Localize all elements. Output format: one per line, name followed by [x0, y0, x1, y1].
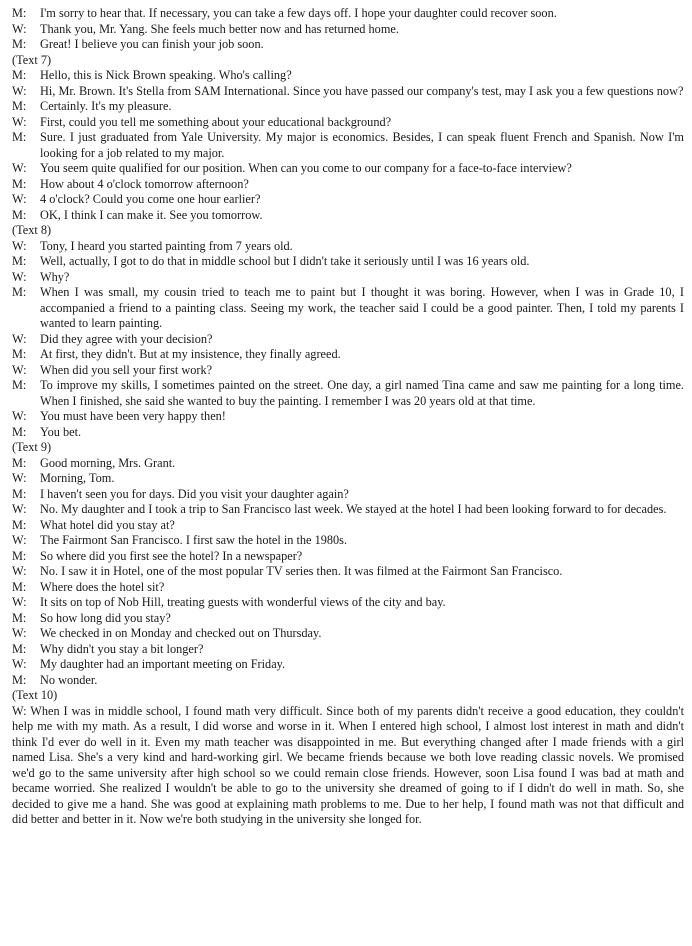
utterance-text: So how long did you stay? [40, 610, 171, 625]
speaker-label: M: [12, 6, 27, 20]
speaker-label: W: [12, 564, 27, 578]
dialogue-line [12, 177, 684, 193]
dialogue-line [12, 347, 684, 363]
utterance-text: You must have been very happy then! [40, 409, 226, 423]
speaker-label: M: [12, 130, 27, 144]
dialogue-line [12, 161, 684, 177]
utterance-text: Sure. I just graduated from Yale University. My major is economics. Besides, I can speak fluent French and Spanish. Now I'm looking for a job related to my major. [40, 130, 684, 160]
utterance-text: How about 4 o'clock tomorrow afternoon? [40, 176, 249, 191]
text-10-monologue [12, 704, 684, 828]
dialogue-line [12, 518, 684, 534]
utterance-text: No. I saw it in Hotel, one of the most popular TV series then. It was filmed at the Fairmont San Francisco. [40, 564, 563, 578]
utterance-text: You bet. [40, 424, 82, 439]
dialogue-line [12, 130, 684, 161]
dialogue-line [12, 37, 684, 53]
utterance-text: Thank you, Mr. Yang. She feels much better now and has returned home. [40, 21, 399, 36]
speaker-label: M: [12, 672, 27, 687]
dialogue-line [12, 270, 684, 286]
utterance-text: So where did you first see the hotel? In a newspaper? [40, 548, 303, 563]
dialogue-line [12, 363, 684, 379]
speaker-label: M: [12, 99, 27, 113]
utterance-text: Good morning, Mrs. Grant. [40, 455, 176, 470]
utterance-text: No. My daughter and I took a trip to San Francisco last week. We stayed at the hotel I had been looking forward to for decades. [40, 502, 667, 516]
dialogue-line [12, 6, 684, 22]
utterance-text: At first, they didn't. But at my insistence, they finally agreed. [40, 347, 341, 361]
section-heading: (Text 8) [12, 223, 52, 237]
speaker-label: W: [12, 238, 27, 253]
dialogue-line [12, 68, 684, 84]
speaker-label: M: [12, 610, 27, 625]
utterance-text: Tony, I heard you started painting from 7 years old. [40, 238, 293, 253]
dialogue-line [12, 487, 684, 503]
utterance-text: You seem quite qualified for our position. When can you come to our company for a face-to-face interview? [40, 161, 572, 175]
dialogue-line [12, 471, 684, 487]
dialogue-line [12, 564, 684, 580]
utterance-text: Where does the hotel sit? [40, 579, 165, 594]
speaker-label: W: [12, 114, 27, 129]
dialogue-line [12, 192, 684, 208]
dialogue-line [12, 409, 684, 425]
speaker-label: M: [12, 455, 27, 470]
dialogue-line [12, 611, 684, 627]
monologue-text: When I was in middle school, I found math very difficult. Since both of my parents didn't receive a good education, they couldn't help me with my math. As a result, I did worse and worse in it. When I entered high school, I almost lost interest in math and didn't think I'd ever do well in it. Even my math teacher was disappointed in me. But everything changed after I made friends with a girl named Lisa. She's a very kind and hard-working girl. We became friends because we both love reading classic novels. We promised we'd go to the same university after high school so we could remain close friends. However, soon Lisa found I was bad at math and became worried. She realized I wouldn't be able to go to the university she dreamed of going to if I didn't do well in math. So, she decided to give me a hand. She was good at explaining math problems to me. Due to her help, I found math was not that difficult and did better and better in it. Now we're both studying in the university she longed for. [12, 703, 684, 826]
speaker-label: M: [12, 347, 27, 361]
utterance-text: What hotel did you stay at? [40, 517, 175, 532]
speaker-label: W: [12, 362, 27, 377]
utterance-text: First, could you tell me something about your educational background? [40, 114, 392, 129]
dialogue-line [12, 84, 684, 100]
speaker-label: W: [12, 83, 27, 98]
speaker-label: M: [12, 285, 27, 299]
speaker-label: W: [12, 533, 27, 547]
utterance-text: Certainly. It's my pleasure. [40, 99, 172, 113]
utterance-text: The Fairmont San Francisco. I first saw the hotel in the 1980s. [40, 533, 348, 547]
utterance-text: Why? [40, 269, 70, 284]
dialogue-line [12, 502, 684, 518]
speaker-label: W: [12, 409, 27, 423]
dialogue-line [12, 580, 684, 596]
dialogue-line [12, 595, 684, 611]
dialogue-line [12, 533, 684, 549]
dialogue-line [12, 332, 684, 348]
speaker-label: W: [12, 626, 27, 640]
speaker-label: W: [12, 331, 27, 346]
speaker-label: M: [12, 517, 27, 532]
speaker-label: W: [12, 21, 27, 36]
utterance-text: 4 o'clock? Could you come one hour earlier? [40, 192, 261, 206]
speaker-label: W: [12, 657, 27, 671]
speaker-label: M: [12, 641, 27, 656]
dialogue-lines [12, 6, 684, 704]
speaker-label: M: [12, 579, 27, 594]
speaker-label: W: [12, 192, 27, 206]
utterance-text: Did they agree with your decision? [40, 331, 213, 346]
utterance-text: Well, actually, I got to do that in middle school but I didn't take it seriously until I was 16 years old. [40, 254, 530, 268]
speaker-label: W: [12, 595, 27, 609]
dialogue-line [12, 642, 684, 658]
utterance-text: When I was small, my cousin tried to teach me to paint but I thought it was boring. However, when I was in Grade 10, I accompanied a friend to a painting class. Seeing my work, the teacher said I could be a good painter. Then, I told my parents I wanted to learn painting. [40, 285, 684, 330]
dialogue-line [12, 208, 684, 224]
dialogue-line [12, 239, 684, 255]
section-heading: (Text 9) [12, 440, 52, 454]
dialogue-line [12, 22, 684, 38]
utterance-text: I haven't seen you for days. Did you visit your daughter again? [40, 486, 349, 501]
utterance-text: OK, I think I can make it. See you tomorrow. [40, 207, 263, 222]
utterance-text: I'm sorry to hear that. If necessary, you can take a few days off. I hope your daughter could recover soon. [40, 6, 557, 20]
section-heading: (Text 7) [12, 52, 52, 67]
utterance-text: We checked in on Monday and checked out on Thursday. [40, 626, 322, 640]
speaker-label: W: [12, 471, 27, 485]
speaker-label: M: [12, 176, 27, 191]
dialogue-line [12, 378, 684, 409]
utterance-text: Hi, Mr. Brown. It's Stella from SAM International. Since you have passed our company's test, may I ask you a few questions now? [40, 83, 684, 98]
speaker-label: M: [12, 207, 27, 222]
utterance-text: Great! I believe you can finish your job soon. [40, 37, 264, 51]
speaker-label: M: [12, 37, 27, 51]
utterance-text: To improve my skills, I sometimes painted on the street. One day, a girl named Tina came and saw me painting for a long time. When I finished, she said she wanted to buy the painting. I remember I was 20 years old at that time. [40, 378, 684, 408]
speaker-label: M: [12, 254, 27, 268]
dialogue-line [12, 549, 684, 565]
speaker-label: M: [12, 68, 27, 82]
utterance-text: No wonder. [40, 672, 98, 687]
dialogue-line [12, 99, 684, 115]
dialogue-line [12, 626, 684, 642]
speaker-label: W: [12, 269, 27, 284]
speaker-label: M: [12, 486, 27, 501]
utterance-text: My daughter had an important meeting on Friday. [40, 657, 286, 671]
dialogue-line [12, 425, 684, 441]
speaker-label: W: [12, 502, 27, 516]
dialogue-line [12, 657, 684, 673]
speaker-label: M: [12, 548, 27, 563]
utterance-text: Morning, Tom. [40, 471, 115, 485]
utterance-text: Why didn't you stay a bit longer? [40, 641, 204, 656]
utterance-text: Hello, this is Nick Brown speaking. Who's calling? [40, 68, 292, 82]
dialogue-line [12, 115, 684, 131]
dialogue-line [12, 673, 684, 689]
utterance-text: When did you sell your first work? [40, 362, 213, 377]
section-heading: (Text 10) [12, 688, 58, 702]
speaker-label: M: [12, 378, 27, 392]
speaker-label: M: [12, 424, 27, 439]
dialogue-line [12, 285, 684, 332]
dialogue-line [12, 456, 684, 472]
speaker-label: W: [12, 703, 27, 718]
dialogue-line [12, 254, 684, 270]
utterance-text: It sits on top of Nob Hill, treating guests with wonderful views of the city and bay. [40, 595, 446, 609]
speaker-label: W: [12, 161, 27, 175]
